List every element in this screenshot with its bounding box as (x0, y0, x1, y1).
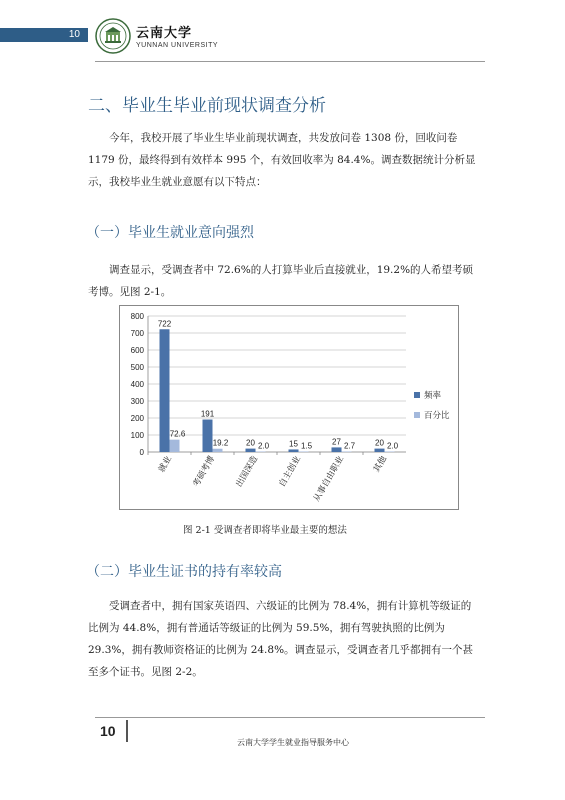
y-tick-label: 400 (130, 380, 144, 389)
data-label-percentage: 19.2 (212, 438, 229, 448)
footer-org-name: 云南大学学生就业指导服务中心 (237, 738, 349, 747)
bar-frequency (246, 449, 256, 452)
university-name-en: YUNNAN UNIVERSITY (136, 42, 219, 49)
bar-frequency (203, 420, 213, 452)
y-tick-label: 0 (139, 448, 144, 457)
y-tick-label: 700 (130, 329, 144, 338)
x-category-label: 其他 (371, 454, 390, 475)
footer-divider (95, 717, 485, 718)
subsection-title-2: （二）毕业生证书的持有率较高 (86, 564, 282, 580)
subsection-2-paragraph: 受调查者中，拥有国家英语四、六级证的比例为 78.4%，拥有计算机等级证的比例为 44.8%，拥有普通话等级证的比例为 59.5%，拥有驾驶执照的比例为 29.3%，拥有教师资格证的比例为 24.8%。调查显示，受调查者几乎都拥有一个甚至多个证书。见图 2-2。 (88, 600, 474, 678)
legend-label: 频率 (424, 391, 442, 401)
data-label-frequency: 722 (157, 319, 172, 329)
legend-swatch (414, 412, 420, 418)
data-label-percentage: 2.7 (343, 441, 356, 451)
figure-caption: 图 2-1 受调查者即将毕业最主要的想法 (183, 525, 347, 536)
y-tick-label: 600 (130, 346, 144, 355)
bar-chart-svg (120, 306, 458, 509)
footer-separator (126, 720, 128, 742)
university-name-cn: 云南大学 (136, 26, 193, 41)
data-label-percentage: 1.5 (300, 441, 313, 451)
bar-frequency (332, 447, 342, 452)
x-category-label: 自主创业 (277, 454, 304, 489)
data-label-percentage: 2.0 (386, 441, 399, 451)
bar-percentage (342, 452, 352, 453)
data-label-percentage: 2.0 (257, 441, 270, 451)
bar-percentage (213, 449, 223, 452)
bar-frequency (375, 449, 385, 452)
bar-frequency (160, 329, 170, 452)
x-category-label: 从事自由职业 (311, 454, 347, 504)
data-label-frequency: 20 (375, 438, 384, 448)
y-tick-label: 100 (130, 431, 144, 440)
header-divider (95, 61, 485, 62)
y-tick-label: 200 (130, 414, 144, 423)
data-label-frequency: 27 (332, 437, 341, 447)
y-tick-label: 800 (130, 312, 144, 321)
subsection-1-paragraph: 调查显示，受调查者中 72.6%的人打算毕业后直接就业，19.2%的人希望考硕考博。见图 2-1。 (88, 264, 474, 298)
data-label-frequency: 15 (289, 439, 298, 449)
x-category-label: 出国深造 (234, 454, 261, 489)
x-category-label: 考硕考博 (191, 454, 218, 489)
legend-swatch (414, 392, 420, 398)
bar-percentage (256, 452, 266, 453)
y-tick-label: 500 (130, 363, 144, 372)
bar-percentage (385, 452, 395, 453)
y-tick-label: 300 (130, 397, 144, 406)
footer-page-number: 10 (100, 723, 116, 739)
data-label-percentage: 72.6 (169, 429, 186, 439)
data-label-frequency: 191 (200, 409, 215, 419)
legend-label: 百分比 (424, 411, 450, 421)
intro-paragraph: 今年，我校开展了毕业生毕业前现状调查，共发放问卷 1308 份，回收问卷 1179 份，最终得到有效样本 995 个，有效回收率为 84.4%。调查数据统计分析显示，我校毕业生就业意愿有以下特点： (88, 132, 476, 188)
bar-chart-figure (119, 305, 459, 510)
university-seal-logo (95, 18, 131, 54)
x-category-label: 就业 (156, 454, 175, 475)
section-title: 二、毕业生毕业前现状调查分析 (88, 96, 326, 116)
bar-percentage (299, 452, 309, 453)
bar-percentage (170, 440, 180, 452)
data-label-frequency: 20 (246, 438, 255, 448)
bar-frequency (289, 449, 299, 452)
header-page-number: 10 (0, 28, 88, 42)
subsection-title-1: （一）毕业生就业意向强烈 (86, 225, 254, 241)
